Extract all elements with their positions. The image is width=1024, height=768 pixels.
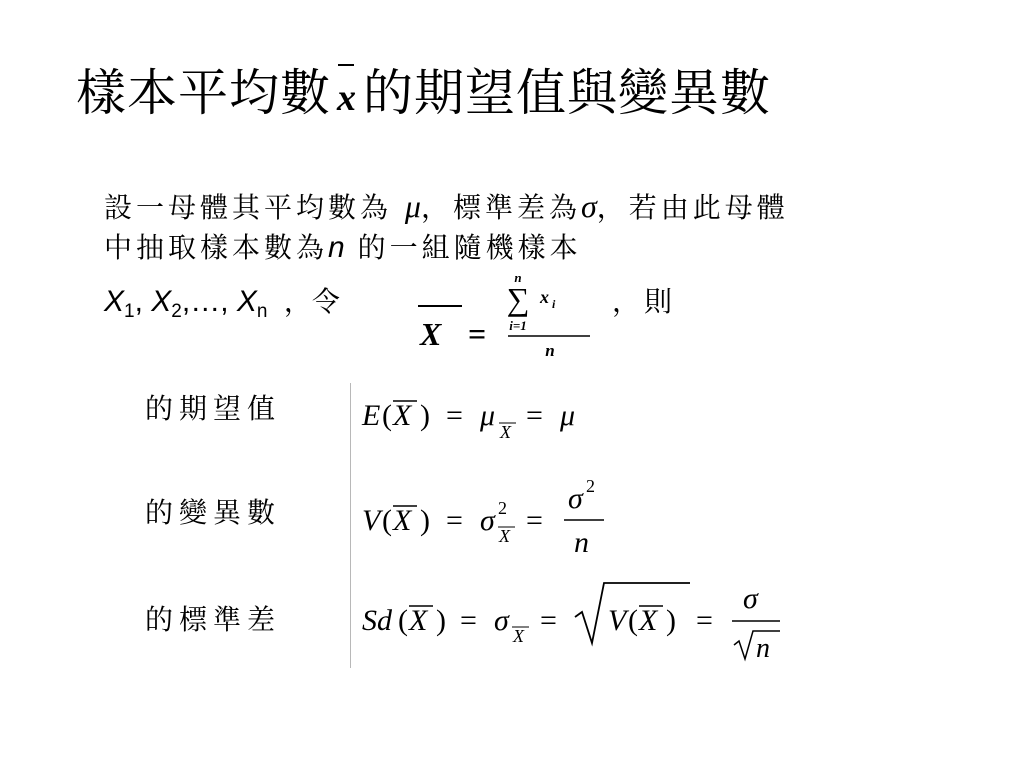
sample-mean-formula [416, 270, 606, 362]
sep2: ,…, [181, 285, 229, 318]
n-symbol: n [328, 231, 345, 264]
frac-num-sigma: σ [743, 582, 758, 615]
root-xbar: X [639, 604, 658, 637]
sub-xbar: X [513, 626, 524, 646]
root-V: V [608, 604, 627, 637]
V-function: V [362, 504, 381, 537]
variance-formula [360, 470, 630, 560]
mean-equals: = [468, 316, 487, 352]
intro-text-5: 的一組隨機樣本 [357, 231, 582, 264]
root-open-paren: ( [628, 604, 638, 637]
eq-1: = [446, 504, 463, 537]
sigma-sub-xbar: σ [494, 604, 509, 637]
slide-title [76, 58, 771, 133]
sq-exp: 2 [498, 498, 507, 518]
E-function: E [362, 399, 381, 432]
mean-denominator: n [545, 341, 555, 360]
frac-den-n: n [574, 526, 589, 559]
std-dev-label: 的標準差 [145, 603, 282, 636]
title-prefix: 樣本平均數 [76, 64, 331, 122]
then-text: ，則 [612, 285, 677, 318]
open-paren: ( [382, 399, 392, 432]
root-close-paren: ) [666, 604, 676, 637]
let-text: ，令 [283, 285, 340, 318]
close-paren: ) [420, 399, 430, 432]
mu-sub-xbar: μ [480, 399, 496, 432]
intro-line-2 [104, 228, 582, 268]
sum-symbol: ∑ [506, 281, 530, 317]
mu-symbol: μ [404, 188, 421, 224]
frac-num-exp: 2 [586, 476, 595, 496]
eq-2: = [526, 504, 543, 537]
eq-3: = [696, 604, 713, 637]
sep1: , [134, 285, 143, 318]
intro-line-1 [104, 186, 789, 228]
sigma-symbol: σ [581, 188, 597, 224]
sum-bottom: i=1 [509, 318, 527, 333]
eq-2: = [540, 604, 557, 637]
sigma-sq-sub-xbar: σ [480, 504, 495, 537]
xbar: X [393, 504, 412, 537]
sample-sequence [104, 282, 340, 332]
formula-divider [350, 383, 351, 668]
open-paren: ( [398, 604, 408, 637]
Sd-function: Sd [362, 604, 392, 637]
x2: X [151, 285, 172, 318]
expectation-label: 的期望值 [145, 392, 282, 425]
eq-2: = [526, 399, 543, 432]
close-paren: ) [436, 604, 446, 637]
close-paren: ) [420, 504, 430, 537]
sum-top: n [514, 270, 522, 285]
title-suffix: 的期望值與變異數 [363, 64, 771, 122]
intro-text-1: 設一母體其平均數為 [104, 191, 393, 224]
sub-xbar: X [499, 526, 510, 546]
intro-text-2: ，標準差為 [420, 191, 581, 224]
sub-xbar: X [500, 422, 511, 442]
xbar: X [393, 399, 412, 432]
intro-text-4: 中抽取樣本數為 [104, 231, 329, 264]
open-paren: ( [382, 504, 392, 537]
xn: X [236, 285, 257, 318]
title-xbar-symbol: x [337, 63, 357, 133]
variance-label: 的變異數 [145, 496, 282, 529]
intro-text-3: ，若由此母體 [596, 191, 789, 224]
frac-num-sigma: σ [568, 482, 583, 515]
mu-rhs: μ [560, 399, 576, 432]
std-dev-formula [360, 575, 800, 665]
x1: X [104, 285, 125, 318]
x2-sub: 2 [171, 301, 182, 322]
sum-term-sub: i [552, 297, 556, 311]
mean-lhs: X [420, 316, 442, 352]
xn-sub: n [256, 301, 268, 322]
eq-1: = [460, 604, 477, 637]
eq-1: = [446, 399, 463, 432]
sum-term: x [540, 287, 549, 307]
frac-den-n: n [756, 633, 770, 664]
expectation-formula [360, 390, 620, 450]
x1-sub: 1 [124, 301, 135, 322]
xbar: X [409, 604, 428, 637]
